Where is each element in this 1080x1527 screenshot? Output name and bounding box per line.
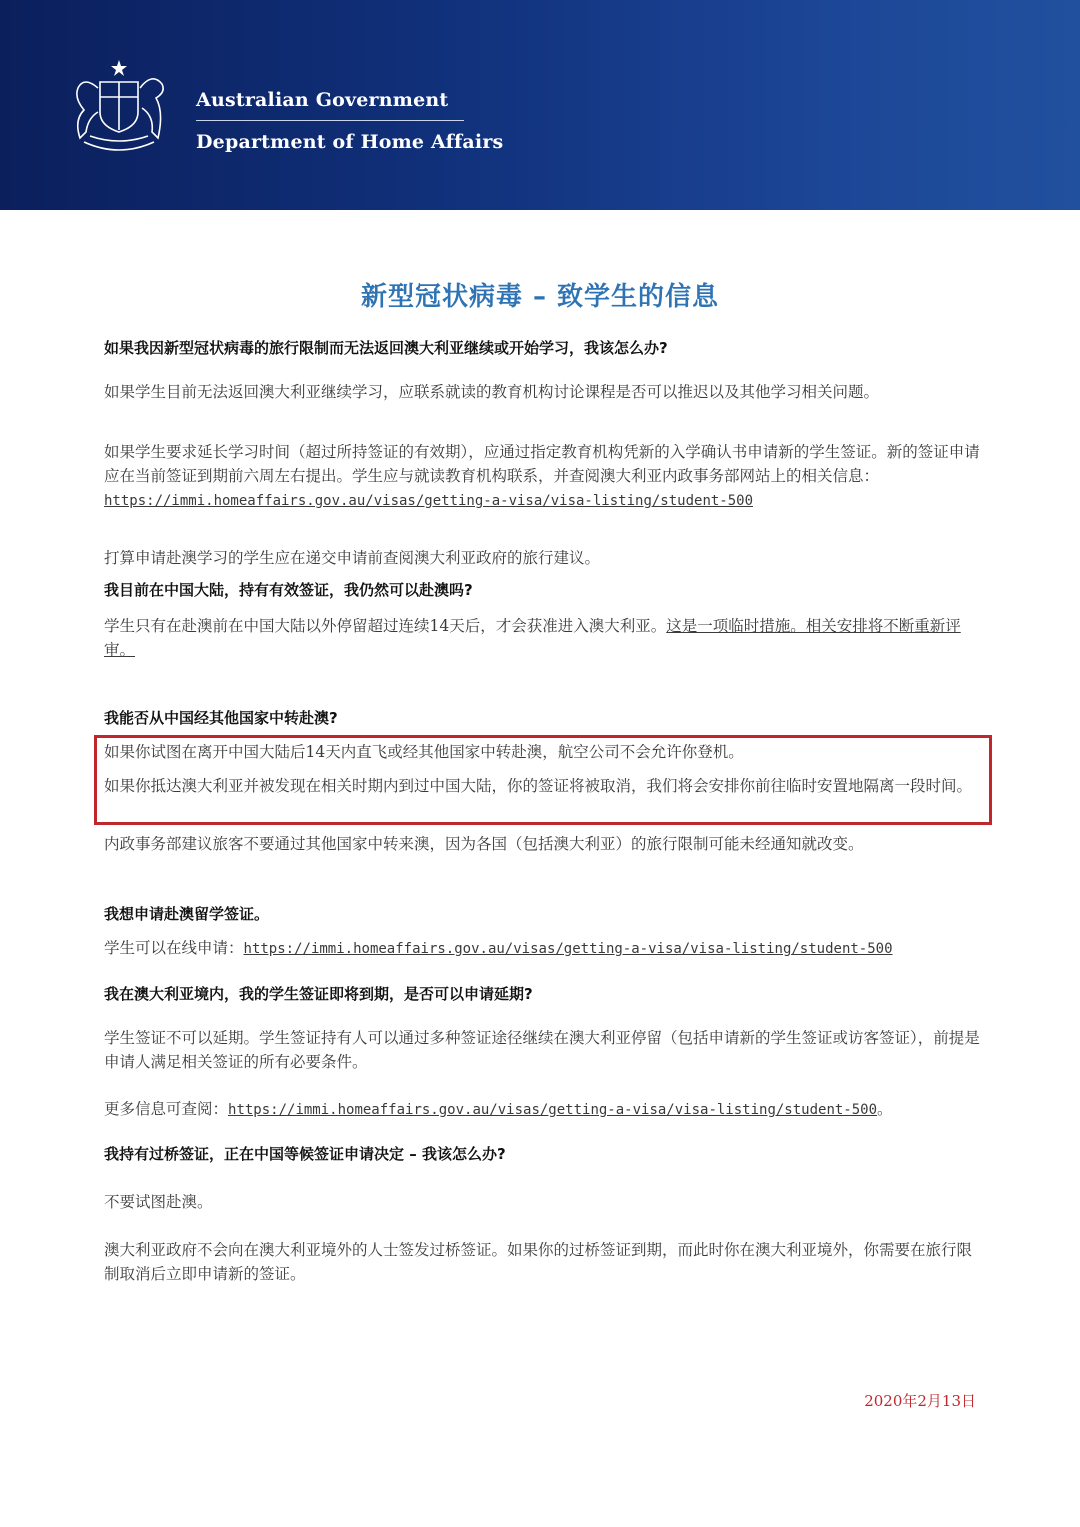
- section-4-question: 我想申请赴澳留学签证。: [104, 905, 270, 923]
- document-date: 2020年2月13日: [864, 1392, 976, 1410]
- section-5-question: 我在澳大利亚境内，我的学生签证即将到期，是否可以申请延期?: [104, 985, 533, 1003]
- section-1-paragraph-2-text: 如果学生要求延长学习时间（超过所持签证的有效期），应通过指定教育机构凭新的入学确认书申请新的学生签证。新的签证申请应在当前签证到期前六周左右提出。学生应与就读教育机构联系，并查阅澳大利亚内政事务部网站上的相关信息：: [104, 443, 980, 485]
- header-banner: [0, 0, 1080, 210]
- government-name: Australian Government: [196, 89, 449, 111]
- section-3-paragraph-2: 如果你抵达澳大利亚并被发现在相关时期内到过中国大陆，你的签证将被取消，我们将会安排你前往临时安置地隔离一段时间。: [104, 777, 973, 795]
- section-3-paragraph-3: 内政事务部建议旅客不要通过其他国家中转来澳，因为各国（包括澳大利亚）的旅行限制可能未经通知就改变。: [104, 835, 864, 853]
- section-4-paragraph-1: [104, 936, 984, 961]
- student-visa-link-3[interactable]: https://immi.homeaffairs.gov.au/visas/getting-a-visa/visa-listing/student-500: [228, 1102, 878, 1118]
- section-6-question: 我持有过桥签证，正在中国等候签证申请决定 – 我该怎么办?: [104, 1145, 506, 1163]
- student-visa-link-1[interactable]: https://immi.homeaffairs.gov.au/visas/getting-a-visa/visa-listing/student-500: [104, 493, 754, 509]
- section-5-paragraph-1: 学生签证不可以延期。学生签证持有人可以通过多种签证途径继续在澳大利亚停留（包括申请新的学生签证或访客签证），前提是申请人满足相关签证的所有必要条件。: [104, 1029, 980, 1071]
- section-1-paragraph-1: 如果学生目前无法返回澳大利亚继续学习，应联系就读的教育机构讨论课程是否可以推迟以及其他学习相关问题。: [104, 383, 880, 401]
- section-5-paragraph-2: [104, 1097, 984, 1122]
- department-name: Department of Home Affairs: [196, 131, 504, 153]
- page-title: 新型冠状病毒 – 致学生的信息: [360, 282, 720, 312]
- section-5-paragraph-text: 更多信息可查阅：: [104, 1100, 229, 1118]
- student-visa-link-2[interactable]: https://immi.homeaffairs.gov.au/visas/getting-a-visa/visa-listing/student-500: [243, 941, 893, 957]
- section-3-paragraph-1: 如果你试图在离开中国大陆后14天内直飞或经其他国家中转赴澳，航空公司不会允许你登机。: [104, 743, 744, 761]
- section-2-paragraph-text: 学生只有在赴澳前在中国大陆以外停留超过连续14天后，才会获准进入澳大利亚。: [104, 617, 667, 635]
- section-1-paragraph-2: [104, 440, 984, 513]
- section-6-paragraph-1: 不要试图赴澳。: [104, 1193, 213, 1211]
- section-5-paragraph-end: 。: [877, 1100, 893, 1118]
- section-3-question: 我能否从中国经其他国家中转赴澳?: [104, 709, 338, 727]
- temporary-measure-note: 这是一项临时措施。相关安排将不断重新评审。: [104, 617, 961, 659]
- section-2-paragraph-1: [104, 614, 984, 662]
- section-4-paragraph-text: 学生可以在线申请：: [104, 939, 244, 957]
- section-1-question: 如果我因新型冠状病毒的旅行限制而无法返回澳大利亚继续或开始学习，我该怎么办?: [104, 339, 668, 357]
- section-6-paragraph-2: 澳大利亚政府不会向在澳大利亚境外的人士签发过桥签证。如果你的过桥签证到期，而此时你在澳大利亚境外，你需要在旅行限制取消后立即申请新的签证。: [104, 1241, 973, 1283]
- header-divider: [196, 120, 464, 121]
- section-1-paragraph-3: 打算申请赴澳学习的学生应在递交申请前查阅澳大利亚政府的旅行建议。: [104, 549, 601, 567]
- coat-of-arms-icon: [60, 58, 178, 158]
- section-2-question: 我目前在中国大陆，持有有效签证，我仍然可以赴澳吗?: [104, 581, 473, 599]
